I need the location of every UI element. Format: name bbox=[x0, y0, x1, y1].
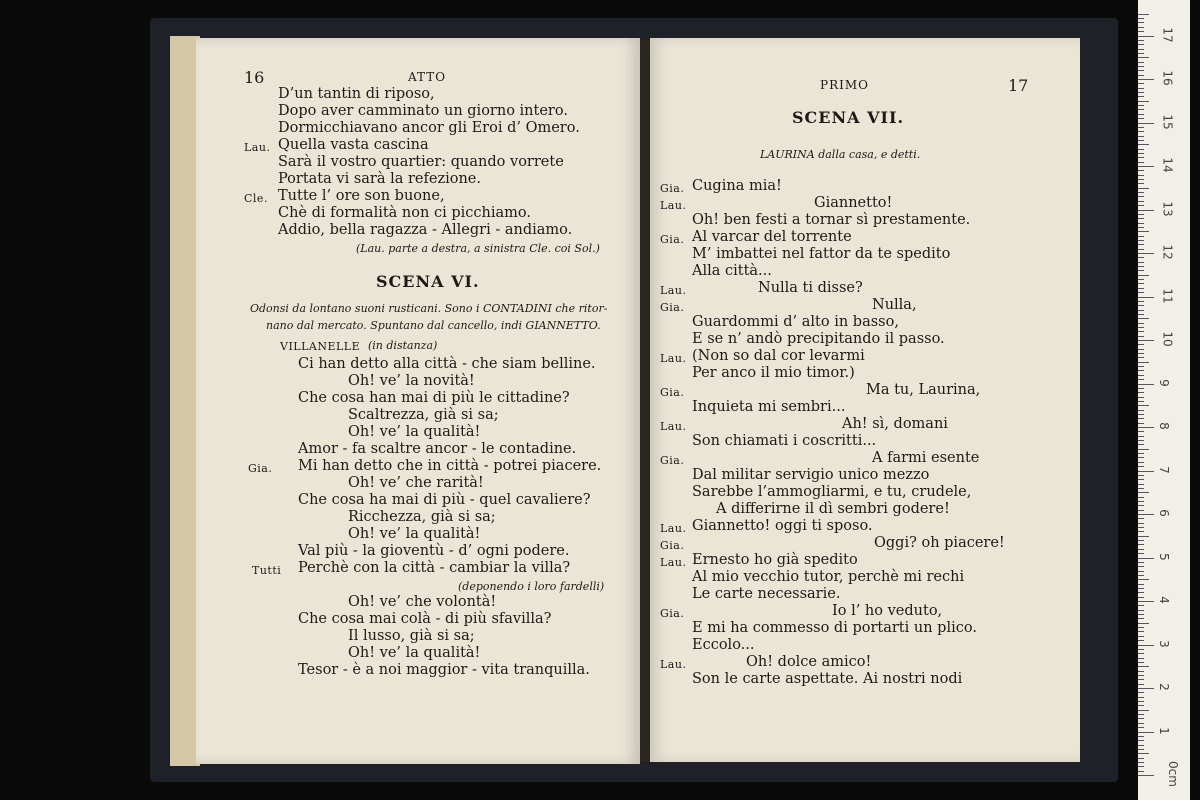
ruler-tick bbox=[1138, 236, 1144, 237]
verse-line: Son chiamati i coscritti... bbox=[692, 433, 877, 449]
ruler-tick bbox=[1138, 205, 1144, 206]
ruler-tick bbox=[1138, 57, 1149, 58]
verse-line: Nulla, bbox=[872, 297, 917, 313]
ruler-tick bbox=[1138, 427, 1154, 428]
speaker-label: Cle. bbox=[244, 192, 268, 205]
ruler-tick bbox=[1138, 331, 1144, 332]
ruler-tick bbox=[1138, 292, 1144, 293]
ruler-tick bbox=[1138, 566, 1144, 567]
stage-direction: nano dal mercato. Spuntano dal cancello, indi GIANNETTO. bbox=[266, 319, 601, 332]
ruler-tick bbox=[1138, 214, 1144, 215]
ruler-tick bbox=[1138, 440, 1144, 441]
measuring-ruler bbox=[1138, 0, 1190, 800]
ruler-tick bbox=[1138, 170, 1144, 171]
ruler-tick bbox=[1138, 684, 1144, 685]
ruler-tick bbox=[1138, 444, 1144, 445]
ruler-tick bbox=[1138, 53, 1144, 54]
ruler-tick bbox=[1138, 484, 1144, 485]
verse-line: Oh! ben festi a tornar sì prestamente. bbox=[692, 212, 971, 228]
ruler-label: 2 bbox=[1156, 683, 1171, 691]
ruler-tick bbox=[1138, 31, 1144, 32]
speaker-label: Lau. bbox=[660, 199, 687, 212]
ruler-tick bbox=[1138, 397, 1144, 398]
ruler-tick bbox=[1138, 166, 1154, 167]
ruler-tick bbox=[1138, 114, 1144, 115]
verse-line: Per anco il mio timor.) bbox=[692, 365, 855, 381]
ruler-label: 13 bbox=[1160, 200, 1175, 217]
speaker-label: Lau. bbox=[660, 284, 687, 297]
book-gutter bbox=[640, 40, 650, 762]
ruler-tick bbox=[1138, 418, 1144, 419]
verse-line: Quella vasta cascina bbox=[278, 137, 429, 153]
verse-line: Il lusso, già si sa; bbox=[348, 628, 475, 644]
verse-line: Che cosa han mai di più le cittadine? bbox=[298, 390, 570, 406]
ruler-tick bbox=[1138, 523, 1144, 524]
ruler-tick bbox=[1138, 753, 1149, 754]
ruler-tick bbox=[1138, 288, 1144, 289]
ruler-label: 9 bbox=[1156, 378, 1171, 387]
ruler-tick bbox=[1138, 527, 1144, 528]
ruler-tick bbox=[1138, 488, 1144, 489]
speaker-label: Lau. bbox=[660, 556, 687, 569]
verse-line: Ricchezza, già si sa; bbox=[348, 509, 496, 525]
ruler-tick bbox=[1138, 79, 1154, 80]
ruler-tick bbox=[1138, 192, 1144, 193]
ruler-tick bbox=[1138, 340, 1154, 341]
ruler-tick bbox=[1138, 36, 1154, 37]
verse-line: Guardommi d’ alto in basso, bbox=[692, 314, 899, 330]
ruler-tick bbox=[1138, 714, 1144, 715]
ruler-tick bbox=[1138, 14, 1149, 15]
ruler-tick bbox=[1138, 149, 1144, 150]
ruler-tick bbox=[1138, 618, 1144, 619]
ruler-tick bbox=[1138, 453, 1144, 454]
ruler-tick bbox=[1138, 727, 1144, 728]
ruler-tick bbox=[1138, 540, 1144, 541]
verse-line: Dopo aver camminato un giorno intero. bbox=[278, 103, 568, 119]
ruler-tick bbox=[1138, 497, 1144, 498]
ruler-tick bbox=[1138, 658, 1144, 659]
ruler-tick bbox=[1138, 144, 1149, 145]
speaker-label: Gia. bbox=[660, 454, 685, 467]
ruler-tick bbox=[1138, 75, 1144, 76]
ruler-tick bbox=[1138, 301, 1144, 302]
ruler-tick bbox=[1138, 405, 1149, 406]
ruler-tick bbox=[1138, 410, 1144, 411]
verse-line: Scaltrezza, già si sa; bbox=[348, 407, 499, 423]
page-number: 16 bbox=[244, 68, 265, 87]
speaker-label: Lau. bbox=[660, 420, 687, 433]
stage-direction: Odonsi da lontano suoni rusticani. Sono i CONTADINI che ritor- bbox=[250, 302, 608, 315]
verse-line: Dal militar servigio unico mezzo bbox=[692, 467, 930, 483]
ruler-tick bbox=[1138, 436, 1144, 437]
ruler-tick bbox=[1138, 266, 1144, 267]
ruler-label: 8 bbox=[1156, 422, 1171, 430]
ruler-tick bbox=[1138, 614, 1144, 615]
ruler-tick bbox=[1138, 558, 1154, 559]
ruler-tick bbox=[1138, 501, 1144, 502]
verse-line: Mi han detto che in città - potrei piacere. bbox=[298, 458, 602, 474]
ruler-tick bbox=[1138, 592, 1144, 593]
ruler-tick bbox=[1138, 732, 1154, 733]
verse-line: Perchè con la città - cambiar la villa? bbox=[298, 560, 571, 576]
verse-line: Oh! dolce amico! bbox=[746, 654, 872, 670]
ruler-tick bbox=[1138, 466, 1144, 467]
ruler-tick bbox=[1138, 27, 1144, 28]
ruler-tick bbox=[1138, 423, 1144, 424]
verse-line: A farmi esente bbox=[872, 450, 980, 466]
ruler-tick bbox=[1138, 179, 1144, 180]
ruler-tick bbox=[1138, 749, 1144, 750]
ruler-tick bbox=[1138, 705, 1144, 706]
verse-line: Addio, bella ragazza - Allegri - andiamo. bbox=[278, 222, 573, 238]
speaker-label: Gia. bbox=[660, 233, 685, 246]
ruler-tick bbox=[1138, 571, 1144, 572]
verse-line: Ah! sì, domani bbox=[842, 416, 948, 432]
verse-line: M’ imbattei nel fattor da te spedito bbox=[692, 246, 951, 262]
verse-line: Portata vi sarà la refezione. bbox=[278, 171, 481, 187]
verse-line: Eccolo... bbox=[692, 637, 755, 653]
ruler-tick bbox=[1138, 297, 1154, 298]
verse-line: Oh! ve’ la qualità! bbox=[348, 526, 481, 542]
ruler-tick bbox=[1138, 579, 1149, 580]
ruler-tick bbox=[1138, 240, 1144, 241]
ruler-label: 17 bbox=[1160, 26, 1175, 43]
verse-line: A differirne il dì sembri godere! bbox=[716, 501, 950, 517]
verse-line: Giannetto! bbox=[814, 195, 893, 211]
running-head: PRIMO bbox=[820, 78, 869, 92]
verse-line: Sarebbe l’ammogliarmi, e tu, crudele, bbox=[692, 484, 972, 500]
ruler-tick bbox=[1138, 127, 1144, 128]
verse-line: Tutte l’ ore son buone, bbox=[278, 188, 445, 204]
running-head: ATTO bbox=[408, 70, 447, 84]
speaker-label: Gia. bbox=[248, 462, 273, 475]
ruler-tick bbox=[1138, 70, 1144, 71]
ruler-tick bbox=[1138, 275, 1149, 276]
ruler-tick bbox=[1138, 66, 1144, 67]
ruler-label: 12 bbox=[1160, 244, 1175, 260]
ruler-tick bbox=[1138, 305, 1144, 306]
ruler-tick bbox=[1138, 83, 1144, 84]
ruler-tick bbox=[1138, 218, 1144, 219]
verse-line: Che cosa mai colà - di più sfavilla? bbox=[298, 611, 552, 627]
ruler-tick bbox=[1138, 314, 1144, 315]
ruler-tick bbox=[1138, 479, 1144, 480]
ruler-tick bbox=[1138, 601, 1154, 602]
ruler-tick bbox=[1138, 553, 1144, 554]
ruler-tick bbox=[1138, 662, 1144, 663]
verse-line: Io l’ ho veduto, bbox=[832, 603, 943, 619]
ruler-tick bbox=[1138, 701, 1144, 702]
ruler-tick bbox=[1138, 40, 1144, 41]
verse-line: Oh! ve’ la novità! bbox=[348, 373, 475, 389]
ruler-tick bbox=[1138, 379, 1144, 380]
stage-direction: (Lau. parte a destra, a sinistra Cle. coi Sol.) bbox=[356, 242, 600, 255]
verse-line: Sarà il vostro quartier: quando vorrete bbox=[278, 154, 564, 170]
ruler-label: 16 bbox=[1160, 70, 1175, 86]
ruler-tick bbox=[1138, 62, 1144, 63]
ruler-tick bbox=[1138, 362, 1149, 363]
ruler-tick bbox=[1138, 536, 1149, 537]
scene-title: SCENA VII. bbox=[792, 108, 905, 127]
ruler-tick bbox=[1138, 327, 1144, 328]
ruler-tick bbox=[1138, 375, 1144, 376]
verse-line: E se n’ andò precipitando il passo. bbox=[692, 331, 945, 347]
ruler-tick bbox=[1138, 118, 1144, 119]
speaker-label: Lau. bbox=[660, 522, 687, 535]
speaker-label: Gia. bbox=[660, 386, 685, 399]
left-page bbox=[196, 38, 640, 764]
speaker-label: Gia. bbox=[660, 539, 685, 552]
ruler-tick bbox=[1138, 414, 1144, 415]
ruler-tick bbox=[1138, 270, 1144, 271]
ruler-tick bbox=[1138, 675, 1144, 676]
ruler-tick bbox=[1138, 323, 1144, 324]
ruler-tick bbox=[1138, 758, 1144, 759]
ruler-tick bbox=[1138, 196, 1144, 197]
ruler-tick bbox=[1138, 457, 1144, 458]
ruler-tick bbox=[1138, 514, 1154, 515]
ruler-tick bbox=[1138, 279, 1144, 280]
verse-line: E mi ha commesso di portarti un plico. bbox=[692, 620, 977, 636]
ruler-tick bbox=[1138, 318, 1149, 319]
ruler-tick bbox=[1138, 353, 1144, 354]
ruler-label: 0cm bbox=[1165, 761, 1180, 787]
speaker-label: Lau. bbox=[244, 141, 271, 154]
ruler-tick bbox=[1138, 492, 1149, 493]
ruler-tick bbox=[1138, 688, 1154, 689]
verse-line: Oh! ve’ la qualità! bbox=[348, 424, 481, 440]
verse-line: Dormicchiavano ancor gli Eroi d’ Omero. bbox=[278, 120, 580, 136]
verse-line: Oh! ve’ la qualità! bbox=[348, 645, 481, 661]
stage-direction: LAURINA dalla casa, e detti. bbox=[760, 148, 921, 161]
speaker-label: Lau. bbox=[660, 352, 687, 365]
ruler-tick bbox=[1138, 336, 1144, 337]
ruler-tick bbox=[1138, 283, 1144, 284]
ruler-tick bbox=[1138, 475, 1144, 476]
ruler-tick bbox=[1138, 123, 1154, 124]
ruler-tick bbox=[1138, 136, 1144, 137]
ruler-tick bbox=[1138, 762, 1144, 763]
ruler-tick bbox=[1138, 262, 1144, 263]
verse-line: Al mio vecchio tutor, perchè mi rechi bbox=[692, 569, 965, 585]
ruler-tick bbox=[1138, 140, 1144, 141]
ruler-tick bbox=[1138, 210, 1154, 211]
ruler-tick bbox=[1138, 231, 1149, 232]
ruler-tick bbox=[1138, 131, 1144, 132]
ruler-tick bbox=[1138, 640, 1144, 641]
ruler-tick bbox=[1138, 227, 1144, 228]
verse-line: Alla città... bbox=[692, 263, 772, 279]
right-page bbox=[650, 38, 1080, 762]
verse-line: Cugina mia! bbox=[692, 178, 782, 194]
verse-line: Nulla ti disse? bbox=[758, 280, 863, 296]
ruler-tick bbox=[1138, 766, 1144, 767]
ruler-tick bbox=[1138, 157, 1144, 158]
ruler-tick bbox=[1138, 718, 1144, 719]
ruler-tick bbox=[1138, 257, 1144, 258]
ruler-tick bbox=[1138, 44, 1144, 45]
ruler-tick bbox=[1138, 109, 1144, 110]
verse-line: Che cosa ha mai di più - quel cavaliere? bbox=[298, 492, 591, 508]
ruler-tick bbox=[1138, 175, 1144, 176]
verse-line: Ernesto ho già spedito bbox=[692, 552, 858, 568]
ruler-tick bbox=[1138, 631, 1144, 632]
ruler-tick bbox=[1138, 449, 1149, 450]
stage-direction: (deponendo i loro fardelli) bbox=[458, 580, 605, 593]
ruler-label: 3 bbox=[1156, 639, 1171, 648]
ruler-label: 11 bbox=[1160, 287, 1175, 304]
ruler-label: 10 bbox=[1160, 331, 1175, 347]
ruler-tick bbox=[1138, 740, 1144, 741]
ruler-tick bbox=[1138, 605, 1144, 606]
verse-line: Oh! ve’ che volontà! bbox=[348, 594, 497, 610]
verse-line: Son le carte aspettate. Ai nostri nodi bbox=[692, 671, 963, 687]
ruler-tick bbox=[1138, 518, 1144, 519]
verse-line: Ci han detto alla città - che siam belline. bbox=[298, 356, 596, 372]
verse-line: Val più - la gioventù - d’ ogni podere. bbox=[298, 543, 570, 559]
verse-line: Giannetto! oggi ti sposo. bbox=[692, 518, 873, 534]
ruler-tick bbox=[1138, 310, 1144, 311]
ruler-tick bbox=[1138, 249, 1144, 250]
ruler-tick bbox=[1138, 384, 1154, 385]
ruler-tick bbox=[1138, 584, 1144, 585]
ruler-tick bbox=[1138, 549, 1144, 550]
verse-line: (Non so dal cor levarmi bbox=[692, 348, 865, 364]
ruler-tick bbox=[1138, 692, 1144, 693]
ruler-tick bbox=[1138, 462, 1144, 463]
ruler-tick bbox=[1138, 610, 1144, 611]
ruler-tick bbox=[1138, 22, 1144, 23]
ruler-tick bbox=[1138, 653, 1144, 654]
page-number: 17 bbox=[1008, 76, 1029, 95]
ruler-tick bbox=[1138, 201, 1144, 202]
ruler-tick bbox=[1138, 366, 1144, 367]
ruler-tick bbox=[1138, 18, 1144, 19]
ruler-label: 6 bbox=[1156, 509, 1171, 517]
ruler-label: 4 bbox=[1156, 596, 1171, 604]
ruler-tick bbox=[1138, 597, 1144, 598]
ruler-tick bbox=[1138, 223, 1144, 224]
ruler-tick bbox=[1138, 771, 1144, 772]
ruler-tick bbox=[1138, 357, 1144, 358]
ruler-tick bbox=[1138, 679, 1144, 680]
ruler-tick bbox=[1138, 723, 1144, 724]
ruler-tick bbox=[1138, 736, 1144, 737]
ruler-tick bbox=[1138, 349, 1144, 350]
ruler-tick bbox=[1138, 431, 1144, 432]
ruler-tick bbox=[1138, 49, 1144, 50]
speaker-label: Lau. bbox=[660, 658, 687, 671]
ruler-tick bbox=[1138, 96, 1144, 97]
ruler-tick bbox=[1138, 510, 1144, 511]
ruler-label: 1 bbox=[1156, 726, 1171, 735]
ruler-tick bbox=[1138, 101, 1149, 102]
ruler-tick bbox=[1138, 636, 1144, 637]
ruler-tick bbox=[1138, 562, 1144, 563]
ruler-tick bbox=[1138, 588, 1144, 589]
verse-line: Al varcar del torrente bbox=[692, 229, 852, 245]
ruler-tick bbox=[1138, 105, 1144, 106]
ruler-tick bbox=[1138, 627, 1144, 628]
ruler-tick bbox=[1138, 183, 1144, 184]
ruler-tick bbox=[1138, 392, 1144, 393]
speaker-label: VILLANELLE bbox=[280, 340, 361, 353]
scene-title: SCENA VI. bbox=[376, 272, 480, 291]
verse-line: Oggi? oh piacere! bbox=[874, 535, 1005, 551]
ruler-tick bbox=[1138, 745, 1144, 746]
ruler-tick bbox=[1138, 710, 1149, 711]
ruler-tick bbox=[1138, 388, 1144, 389]
verse-line: Amor - fa scaltre ancor - le contadine. bbox=[298, 441, 577, 457]
ruler-tick bbox=[1138, 244, 1144, 245]
verse-line: Oh! ve’ che rarità! bbox=[348, 475, 484, 491]
verse-line: Tesor - è a noi maggior - vita tranquilla. bbox=[298, 662, 590, 678]
speaker-label: Gia. bbox=[660, 607, 685, 620]
ruler-tick bbox=[1138, 505, 1144, 506]
ruler-tick bbox=[1138, 645, 1154, 646]
ruler-tick bbox=[1138, 92, 1144, 93]
ruler-tick bbox=[1138, 162, 1144, 163]
ruler-tick bbox=[1138, 544, 1144, 545]
ruler-tick bbox=[1138, 623, 1149, 624]
speaker-label: Gia. bbox=[660, 182, 685, 195]
ruler-label: 14 bbox=[1160, 157, 1175, 173]
verse-line: D’un tantin di riposo, bbox=[278, 86, 435, 102]
verse-line: Inquieta mi sembri... bbox=[692, 399, 846, 415]
ruler-tick bbox=[1138, 671, 1144, 672]
ruler-tick bbox=[1138, 88, 1144, 89]
ruler-tick bbox=[1138, 344, 1144, 345]
ruler-tick bbox=[1138, 649, 1144, 650]
ruler-tick bbox=[1138, 775, 1154, 776]
ruler-tick bbox=[1138, 575, 1144, 576]
verse-line: Ma tu, Laurina, bbox=[866, 382, 981, 398]
ruler-tick bbox=[1138, 401, 1144, 402]
verse-line: Chè di formalità non ci picchiamo. bbox=[278, 205, 531, 221]
ruler-label: 15 bbox=[1160, 113, 1175, 130]
ruler-tick bbox=[1138, 697, 1144, 698]
ruler-tick bbox=[1138, 666, 1149, 667]
verse-line: Le carte necessarie. bbox=[692, 586, 841, 602]
stage-direction: (in distanza) bbox=[368, 339, 438, 352]
ruler-tick bbox=[1138, 471, 1154, 472]
ruler-tick bbox=[1138, 253, 1154, 254]
ruler-label: 7 bbox=[1156, 465, 1171, 474]
ruler-tick bbox=[1138, 153, 1144, 154]
ruler-tick bbox=[1138, 188, 1149, 189]
ruler-tick bbox=[1138, 531, 1144, 532]
ruler-tick bbox=[1138, 370, 1144, 371]
speaker-label: Tutti bbox=[252, 564, 282, 577]
speaker-label: Gia. bbox=[660, 301, 685, 314]
ruler-label: 5 bbox=[1156, 552, 1171, 561]
